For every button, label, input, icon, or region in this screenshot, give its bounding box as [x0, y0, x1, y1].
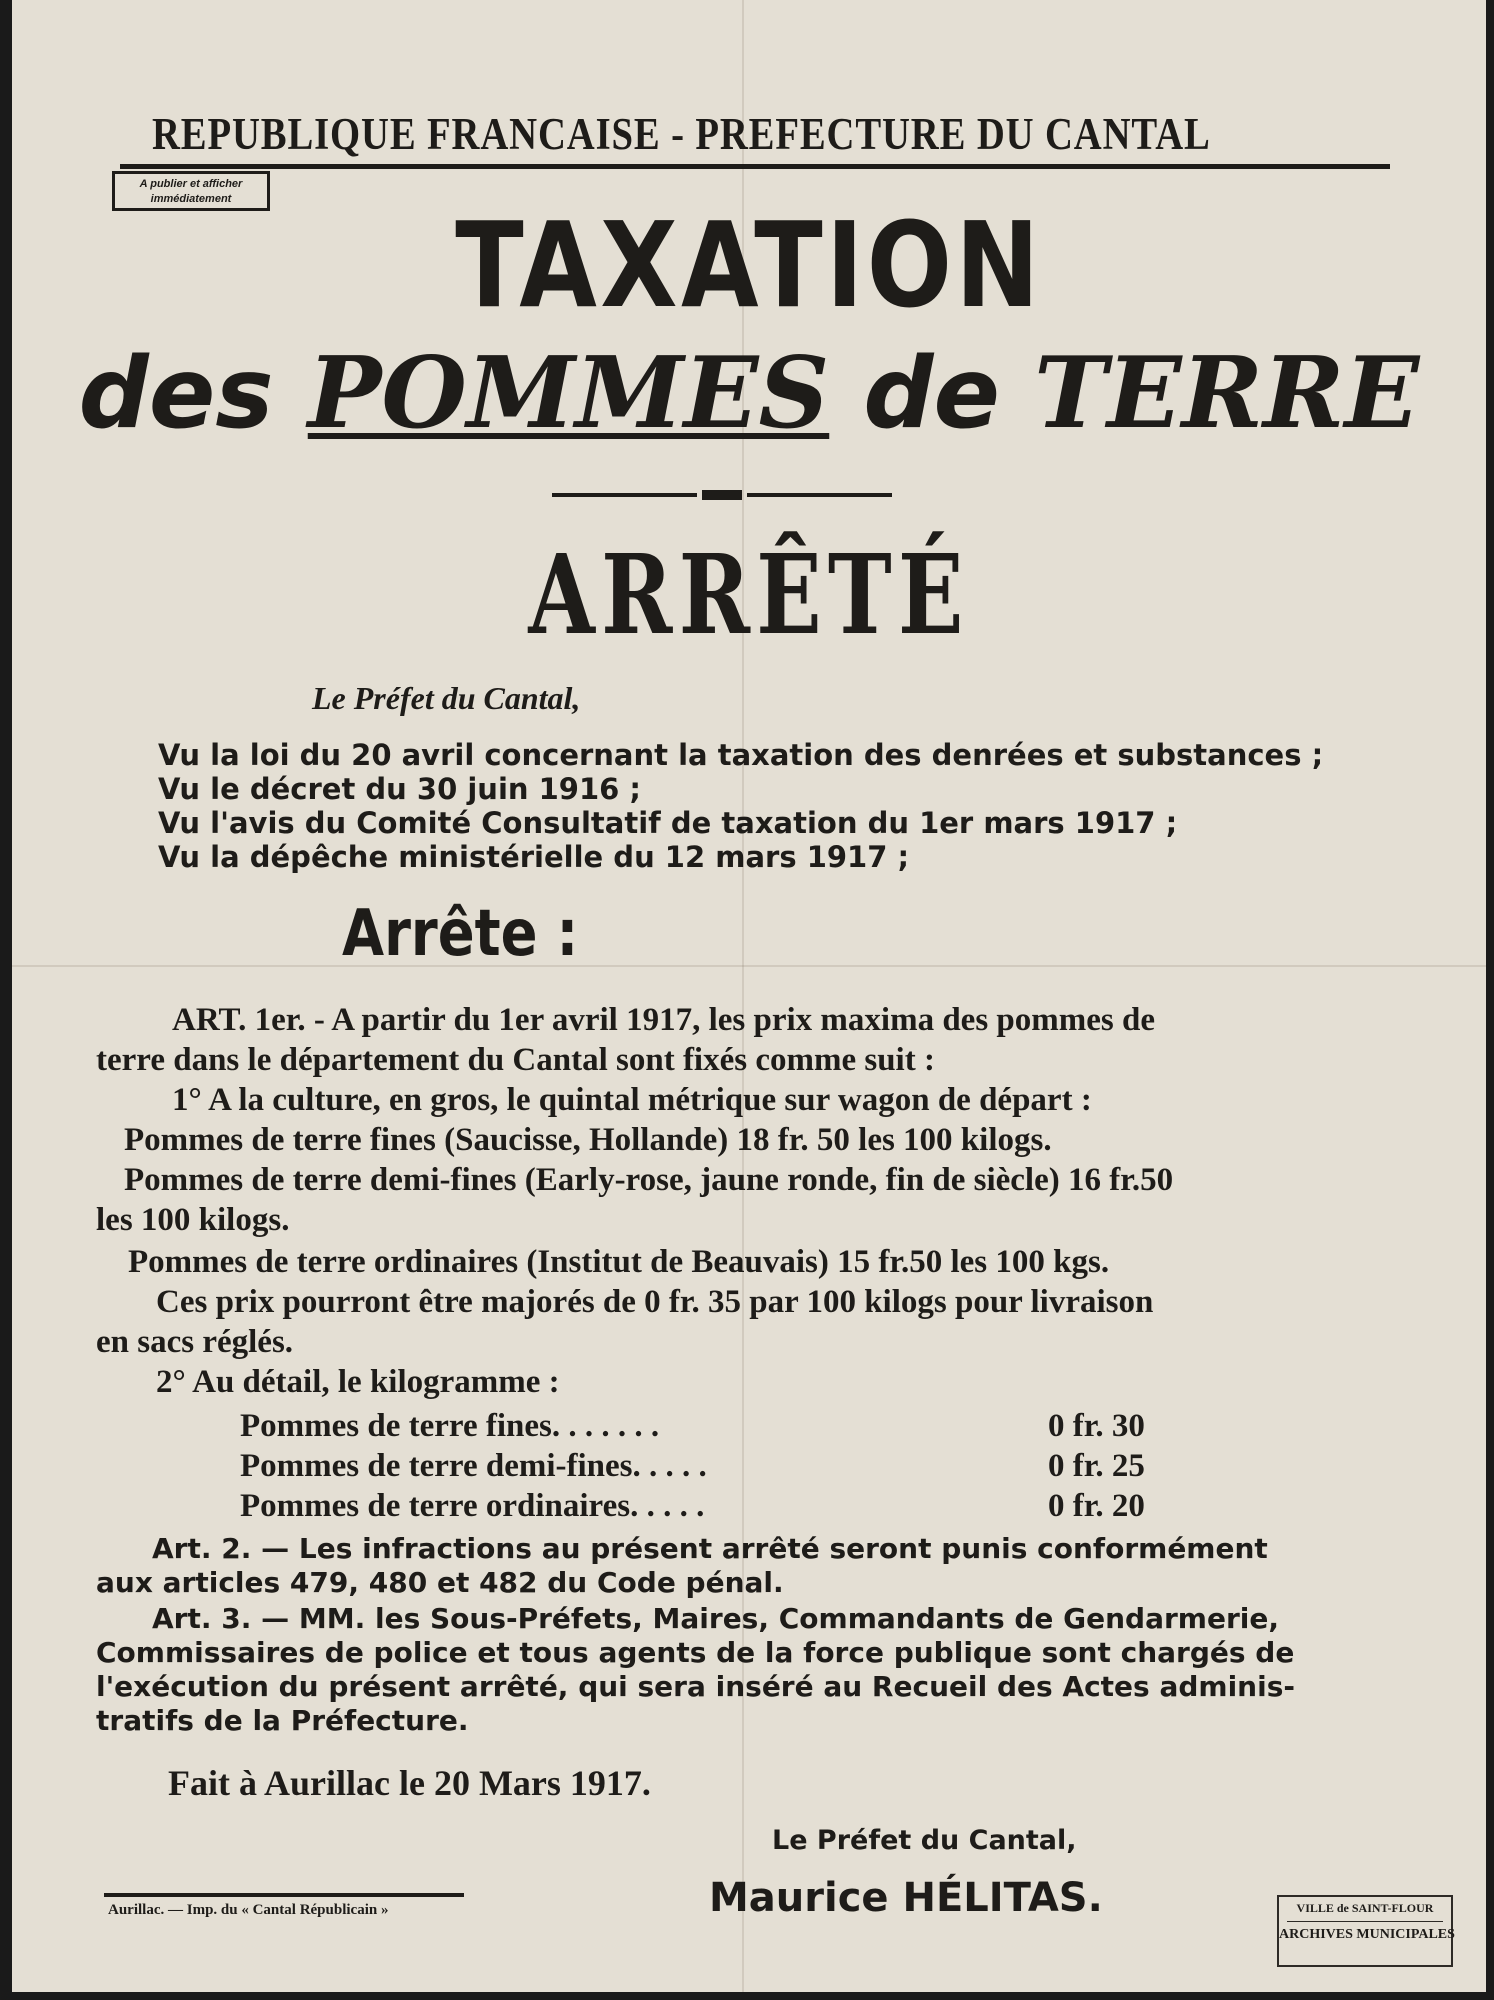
- archive-stamp: [1277, 1895, 1453, 1967]
- article1-line: les 100 kilogs.: [96, 1202, 290, 1238]
- article1-line: Pommes de terre ordinaires (Institut de Beauvais) 15 fr.50 les 100 kgs.: [128, 1244, 1110, 1280]
- retail-price-label: Pommes de terre ordinaires. . . . .: [240, 1488, 705, 1524]
- signature-title: Le Préfet du Cantal,: [772, 1825, 1077, 1856]
- article1-line: 2° Au détail, le kilogramme :: [156, 1364, 560, 1400]
- fold-line-horizontal: [12, 965, 1486, 967]
- consideration-line: Vu la dépêche ministérielle du 12 mars 1917 ;: [158, 840, 910, 874]
- poster-title: TAXATION: [455, 196, 1043, 334]
- consideration-line: Vu l'avis du Comité Consultatif de taxation du 1er mars 1917 ;: [158, 806, 1178, 840]
- subtitle-terre: TERRE: [1034, 336, 1420, 451]
- retail-price-value: 0 fr. 20: [1048, 1488, 1145, 1524]
- prefect-intro: Le Préfet du Cantal,: [312, 680, 581, 716]
- printer-imprint: Aurillac. — Imp. du « Cantal Républicain »: [108, 1902, 389, 1918]
- article3-line: Commissaires de police et tous agents de la force publique sont chargés de: [96, 1636, 1295, 1669]
- poster-sheet: [12, 0, 1486, 1992]
- article2-line: aux articles 479, 480 et 482 du Code pénal.: [96, 1566, 784, 1599]
- article3-line: Art. 3. — MM. les Sous-Préfets, Maires, Commandants de Gendarmerie,: [152, 1602, 1279, 1635]
- subtitle-des: des: [78, 337, 308, 451]
- ornament-divider: [552, 490, 892, 500]
- article1-line: ART. 1er. - A partir du 1er avril 1917, les prix maxima des pommes de: [172, 1002, 1155, 1038]
- decree-heading: ARRÊTÉ: [528, 530, 970, 659]
- article1-line: terre dans le département du Cantal sont fixés comme suit :: [96, 1042, 935, 1078]
- retail-price-label: Pommes de terre fines. . . . . . .: [240, 1408, 660, 1444]
- retail-price-value: 0 fr. 25: [1048, 1448, 1145, 1484]
- subtitle-pommes: POMMES: [307, 336, 830, 451]
- done-at-line: Fait à Aurillac le 20 Mars 1917.: [168, 1763, 651, 1803]
- retail-price-value: 0 fr. 30: [1048, 1408, 1145, 1444]
- signature-name: Maurice HÉLITAS.: [709, 1875, 1103, 1921]
- footer-rule: [104, 1893, 464, 1897]
- decides-heading: Arrête :: [342, 897, 579, 971]
- article1-line: en sacs réglés.: [96, 1324, 294, 1360]
- article1-line: Pommes de terre fines (Saucisse, Hollande) 18 fr. 50 les 100 kilogs.: [124, 1122, 1052, 1158]
- subtitle-de: de: [829, 337, 1035, 451]
- retail-price-label: Pommes de terre demi-fines. . . . .: [240, 1448, 707, 1484]
- archive-stamp-line1: VILLE de SAINT-FLOUR: [1296, 1901, 1434, 1915]
- article1-line: Pommes de terre demi-fines (Early-rose, jaune ronde, fin de siècle) 16 fr.50: [124, 1162, 1174, 1198]
- archive-stamp-line2: ARCHIVES MUNICIPALES: [1279, 1927, 1455, 1942]
- article2-line: Art. 2. — Les infractions au présent arrêté seront punis conformément: [152, 1532, 1268, 1565]
- consideration-line: Vu la loi du 20 avril concernant la taxation des denrées et substances ;: [158, 738, 1324, 772]
- header-rule: [120, 164, 1390, 169]
- publish-notice-line1: A publier et afficher: [139, 178, 243, 190]
- article1-line: Ces prix pourront être majorés de 0 fr. 35 par 100 kilogs pour livraison: [156, 1284, 1154, 1320]
- article3-line: l'exécution du présent arrêté, qui sera inséré au Recueil des Actes adminis-: [96, 1670, 1295, 1703]
- poster-subtitle: [12, 336, 1486, 451]
- publish-notice-line2: immédiatement: [150, 193, 232, 205]
- poster-header: REPUBLIQUE FRANCAISE - PREFECTURE DU CANTAL: [152, 109, 1211, 159]
- article3-line: tratifs de la Préfecture.: [96, 1704, 469, 1737]
- article1-line: 1° A la culture, en gros, le quintal métrique sur wagon de départ :: [172, 1082, 1092, 1118]
- consideration-line: Vu le décret du 30 juin 1916 ;: [158, 772, 642, 806]
